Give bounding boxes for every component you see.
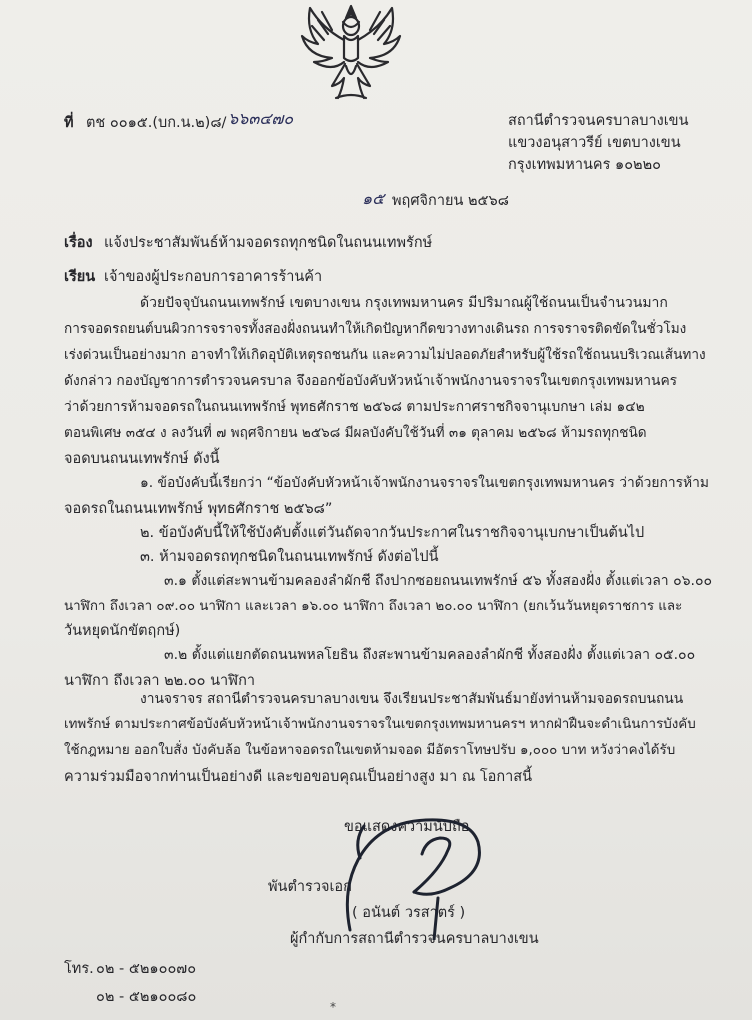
signer-position: ผู้กำกับการสถานีตำรวจนครบาลบางเขน [290, 931, 539, 947]
item-3-1-line: ๓.๑ ตั้งแต่สะพานข้ามคลองลำผักชี ถึงปากซอยถนนเทพรักษ์ ๕๖ ทั้งสองฝั่ง ตั้งแต่เวลา ๐๖.๐๐ [164, 573, 713, 589]
closing-line: ความร่วมมือจากท่านเป็นอย่างดี และขอขอบคุณเป็นอย่างสูง มา ณ โอกาสนี้ [64, 769, 533, 785]
item-2-line: ๒. ข้อบังคับนี้ให้ใช้บังคับตั้งแต่วันถัดจากวันประกาศในราชกิจจานุเบกษาเป็นต้นไป [140, 525, 645, 541]
subject-text: แจ้งประชาสัมพันธ์ห้ามจอดรถทุกชนิดในถนนเทพรักษ์ [104, 235, 433, 251]
body-line: จอดบนถนนเทพรักษ์ ดังนี้ [64, 451, 220, 467]
handwritten-signature-icon [330, 780, 510, 940]
phone-number: ๐๒ - ๕๒๑๐๐๗๐ [96, 961, 197, 977]
item-1-line: ๑. ข้อบังคับนี้เรียกว่า “ข้อบังคับหัวหน้าเจ้าพนักงานจราจรในเขตกรุงเทพมหานคร ว่าด้วยการห้าม [140, 475, 709, 491]
garuda-emblem-icon [292, 0, 410, 104]
closing-salutation: ขอแสดงความนับถือ [344, 819, 470, 835]
addressee-text: เจ้าของผู้ประกอบการอาคารร้านค้า [104, 269, 323, 285]
office-line-1: สถานีตำรวจนครบาลบางเขน [508, 113, 689, 129]
body-line: เร่งด่วนเป็นอย่างมาก อาจทำให้เกิดอุบัติเหตุรถชนกัน และความไม่ปลอดภัยสำหรับผู้ใช้รถใช้ถนนบริเวณเส้นทาง [64, 347, 706, 363]
body-line: ตอนพิเศษ ๓๕๔ ง ลงวันที่ ๗ พฤศจิกายน ๒๕๖๘ มีผลบังคับใช้วันที่ ๓๑ ตุลาคม ๒๕๖๘ ห้ามรถทุกชนิด [64, 425, 647, 441]
body-line: ด้วยปัจจุบันถนนเทพรักษ์ เขตบางเขน กรุงเทพมหานคร มีปริมาณผู้ใช้ถนนเป็นจำนวนมาก [140, 295, 668, 311]
office-line-3: กรุงเทพมหานคร ๑๐๒๒๐ [508, 157, 662, 173]
body-line: ว่าด้วยการห้ามจอดรถในถนนเทพรักษ์ พุทธศักราช ๒๕๖๘ ตามประกาศราชกิจจานุเบกษา เล่ม ๑๔๒ [64, 399, 645, 415]
closing-line: งานจราจร สถานีตำรวจนครบาลบางเขน จึงเรียนประชาสัมพันธ์มายังท่านห้ามจอดรถบนถนน [140, 691, 684, 707]
closing-line: เทพรักษ์ ตามประกาศข้อบังคับหัวหน้าเจ้าพนักงานจราจรในเขตกรุงเทพมหานครฯ หากฝ่าฝืนจะดำเนินการบังคับ [64, 717, 696, 732]
ref-number-handwritten: ๖๖๓๔๗๐ [228, 109, 294, 128]
addressee-label: เรียน [64, 269, 96, 285]
footer-mark: * [330, 1000, 336, 1014]
phone-label: โทร. [64, 961, 94, 977]
item-3-1-line: วันหยุดนักขัตฤกษ์) [64, 623, 181, 639]
date-text: พฤศจิกายน ๒๕๖๘ [392, 193, 509, 209]
body-line: ดังกล่าว กองบัญชาการตำรวจนครบาล จึงออกข้อบังคับหัวหน้าเจ้าพนักงานจราจรในเขตกรุงเทพมหานคร [64, 373, 678, 389]
ref-number: ตช ๐๐๑๕.(บก.น.๒)๘/ [86, 115, 227, 131]
ref-label: ที่ [64, 115, 74, 131]
closing-line: ใช้กฎหมาย ออกใบสั่ง บังคับล้อ ในข้อหาจอดรถในเขตห้ามจอด มีอัตราโทษปรับ ๑,๐๐๐ บาท หวังว่าคงได้รับ [64, 743, 676, 758]
signer-name: ( อนันต์ วรสาตร์ ) [352, 905, 466, 921]
item-3-1-line: นาฬิกา ถึงเวลา ๐๙.๐๐ นาฬิกา และเวลา ๑๖.๐๐ นาฬิกา ถึงเวลา ๒๐.๐๐ นาฬิกา (ยกเว้นวันหยุดราชการ และ [64, 599, 683, 614]
item-1-line: จอดรถในถนนเทพรักษ์ พุทธศักราช ๒๕๖๘” [64, 501, 333, 517]
body-line: การจอดรถยนต์บนผิวการจราจรทั้งสองฝั่งถนนทำให้เกิดปัญหากีดขวางทางเดินรถ การจราจรติดขัดในชั่วโมง [64, 321, 687, 337]
date-day-handwritten: ๑๕ [362, 189, 385, 208]
subject-label: เรื่อง [64, 235, 93, 251]
item-3-2-line: ๓.๒ ตั้งแต่แยกตัดถนนพหลโยธิน ถึงสะพานข้ามคลองลำผักชี ทั้งสองฝั่ง ตั้งแต่เวลา ๐๕.๐๐ [164, 647, 696, 663]
item-3-2-line: นาฬิกา ถึงเวลา ๒๒.๐๐ นาฬิกา [64, 673, 256, 689]
item-3-line: ๓. ห้ามจอดรถทุกชนิดในถนนเทพรักษ์ ดังต่อไปนี้ [140, 549, 439, 565]
signer-rank: พันตำรวจเอก [268, 879, 352, 895]
phone-number: ๐๒ - ๕๒๑๐๐๘๐ [96, 989, 197, 1005]
office-line-2: แขวงอนุสาวรีย์ เขตบางเขน [508, 135, 681, 151]
